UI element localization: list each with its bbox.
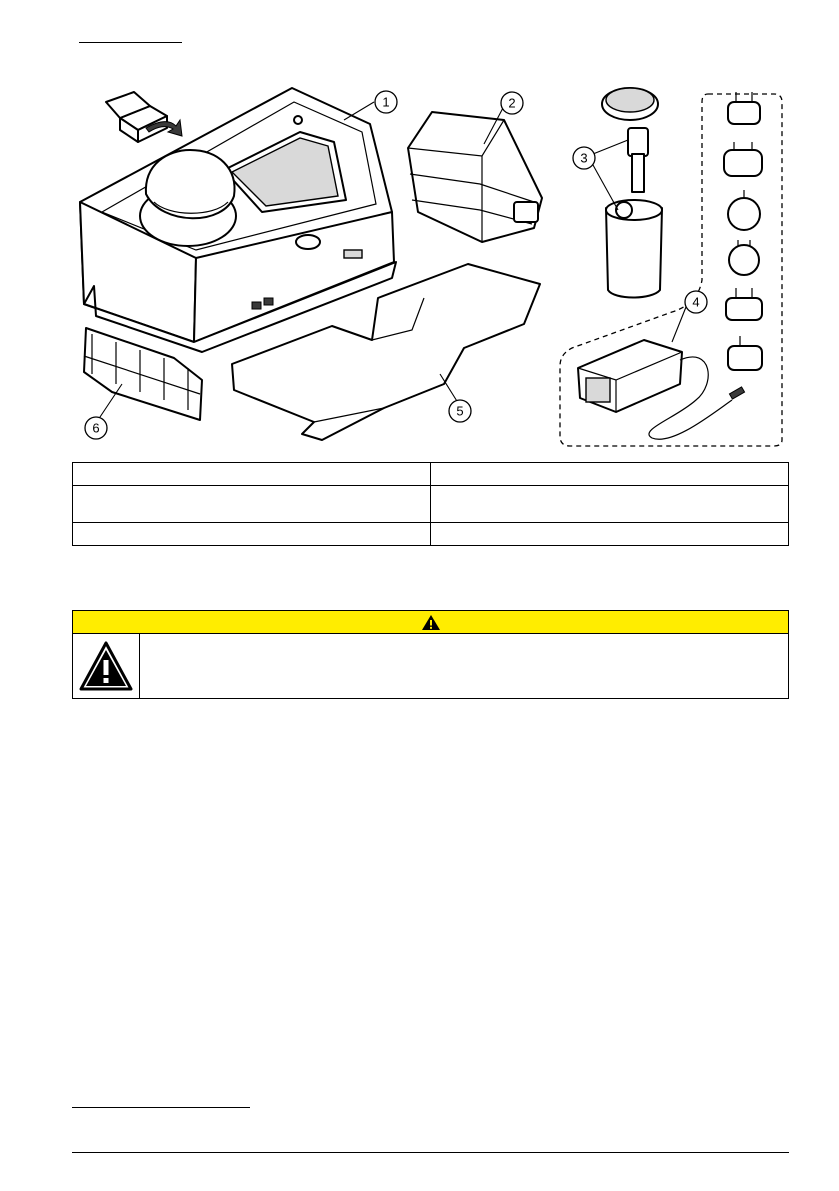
package-box-icon bbox=[106, 92, 182, 142]
svg-text:2: 2 bbox=[508, 95, 516, 111]
callout-6 bbox=[85, 417, 107, 439]
callout-4 bbox=[685, 291, 707, 313]
footnote-rule bbox=[72, 1107, 250, 1108]
table-row bbox=[73, 486, 789, 523]
header-rule bbox=[79, 42, 182, 43]
power-supply-group bbox=[560, 92, 782, 446]
table-row bbox=[73, 463, 789, 486]
callout-2 bbox=[501, 92, 523, 114]
callout-5 bbox=[449, 400, 471, 422]
protective-cover bbox=[408, 112, 542, 242]
warning-icon-cell bbox=[73, 634, 140, 698]
table-cell bbox=[73, 523, 431, 546]
svg-text:1: 1 bbox=[382, 94, 390, 110]
svg-text:4: 4 bbox=[692, 294, 700, 310]
sample-cells bbox=[602, 88, 662, 298]
footer-rule bbox=[72, 1152, 789, 1153]
hazard-triangle-icon bbox=[78, 640, 134, 692]
table-row bbox=[73, 523, 789, 546]
table-cell bbox=[73, 463, 431, 486]
warning-text bbox=[140, 634, 788, 698]
warning-box bbox=[72, 610, 789, 699]
svg-text:6: 6 bbox=[92, 420, 100, 436]
table-cell bbox=[431, 486, 789, 523]
figure-legend-table bbox=[72, 462, 789, 546]
table-cell bbox=[431, 523, 789, 546]
callout-1 bbox=[375, 91, 397, 113]
plug-adapters bbox=[724, 92, 762, 370]
table-cell bbox=[73, 486, 431, 523]
svg-text:5: 5 bbox=[456, 403, 464, 419]
warning-header bbox=[73, 611, 788, 634]
callout-3 bbox=[573, 147, 595, 169]
svg-text:3: 3 bbox=[580, 150, 588, 166]
table-cell bbox=[431, 463, 789, 486]
product-components-figure bbox=[72, 84, 788, 450]
warning-triangle-icon bbox=[421, 614, 441, 631]
